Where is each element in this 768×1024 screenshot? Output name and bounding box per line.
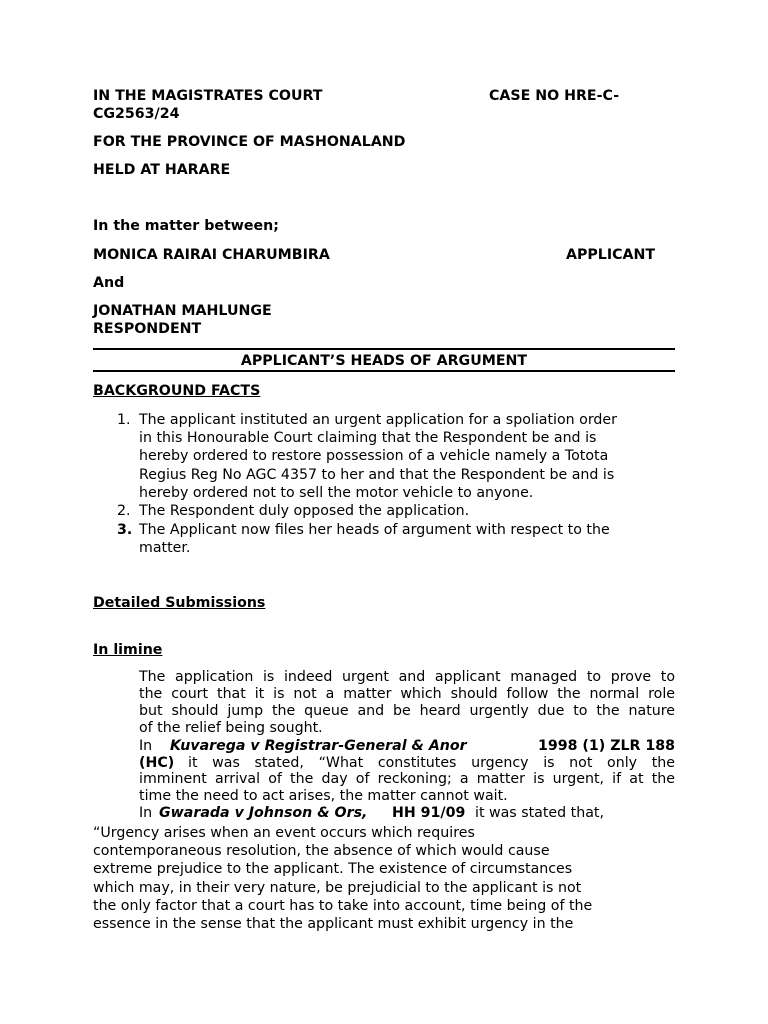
background-heading: BACKGROUND FACTS: [93, 383, 261, 399]
paragraph-line: the court that it is not a matter which should follow the normal role: [139, 686, 675, 702]
court-line: IN THE MAGISTRATES COURT: [93, 88, 323, 104]
matter-intro: In the matter between;: [93, 218, 279, 234]
applicant-name: MONICA RAIRAI CHARUMBIRA: [93, 247, 330, 263]
list-item-line: matter.: [139, 540, 191, 556]
title-bottom-rule: [93, 370, 675, 372]
quote-line: contemporaneous resolution, the absence of which would cause: [93, 843, 550, 859]
court-abbreviation: (HC): [139, 755, 175, 771]
list-number: 3.: [117, 522, 133, 538]
paragraph-line: time the need to act arises, the matter cannot wait.: [139, 788, 508, 804]
held-at-line: HELD AT HARARE: [93, 162, 231, 178]
case-number-label: CASE NO HRE-C-: [489, 88, 620, 104]
applicant-role: APPLICANT: [566, 247, 656, 263]
quote-line: essence in the sense that the applicant must exhibit urgency in the: [93, 916, 574, 932]
respondent-role: RESPONDENT: [93, 321, 202, 337]
list-item-line: The Respondent duly opposed the application.: [139, 503, 470, 519]
quote-line: “Urgency arises when an event occurs which requires: [93, 825, 475, 841]
paragraph-line: of the relief being sought.: [139, 720, 323, 736]
list-item-line: hereby ordered not to sell the motor vehicle to anyone.: [139, 485, 534, 501]
list-number: 2.: [117, 503, 131, 519]
case-name: Gwarada v Johnson & Ors,: [159, 805, 368, 821]
list-item-line: The Applicant now files her heads of argument with respect to the: [139, 522, 610, 538]
case-name: Kuvarega v Registrar-General & Anor: [170, 738, 467, 754]
quote-line: the only factor that a court has to take into account, time being of the: [93, 898, 593, 914]
submissions-heading: Detailed Submissions: [93, 595, 266, 611]
list-number: 1.: [117, 412, 131, 428]
title-top-rule: [93, 348, 675, 350]
in-limine-heading: In limine: [93, 642, 163, 658]
respondent-name: JONATHAN MAHLUNGE: [93, 303, 272, 319]
document-title: APPLICANT’S HEADS OF ARGUMENT: [240, 353, 528, 369]
case-citation: HH 91/09: [392, 805, 466, 821]
case-citation: 1998 (1) ZLR 188: [537, 738, 675, 754]
paragraph-line: but should jump the queue and be heard urgently due to the nature: [139, 703, 675, 719]
citation-tail: it was stated that,: [475, 805, 604, 821]
list-item-line: Regius Reg No AGC 4357 to her and that the Respondent be and is: [139, 467, 615, 483]
list-item-line: The applicant instituted an urgent application for a spoliation order: [139, 412, 617, 428]
and-connector: And: [93, 275, 125, 291]
list-item-line: hereby ordered to restore possession of a vehicle namely a Totota: [139, 448, 609, 464]
citation-lead: In: [139, 738, 153, 754]
list-item-line: in this Honourable Court claiming that the Respondent be and is: [139, 430, 597, 446]
citation-lead: In: [139, 805, 153, 821]
quote-line: which may, in their very nature, be prejudicial to the applicant is not: [93, 880, 582, 896]
case-number-continuation: CG2563/24: [93, 106, 180, 122]
province-line: FOR THE PROVINCE OF MASHONALAND: [93, 134, 406, 150]
paragraph-line: imminent arrival of the day of reckoning; a matter is urgent, if at the: [139, 771, 675, 787]
paragraph-line: The application is indeed urgent and applicant managed to prove to: [139, 669, 675, 685]
paragraph-line: it was stated, “What constitutes urgency is not only the: [188, 755, 675, 771]
quote-line: extreme prejudice to the applicant. The existence of circumstances: [93, 861, 573, 877]
